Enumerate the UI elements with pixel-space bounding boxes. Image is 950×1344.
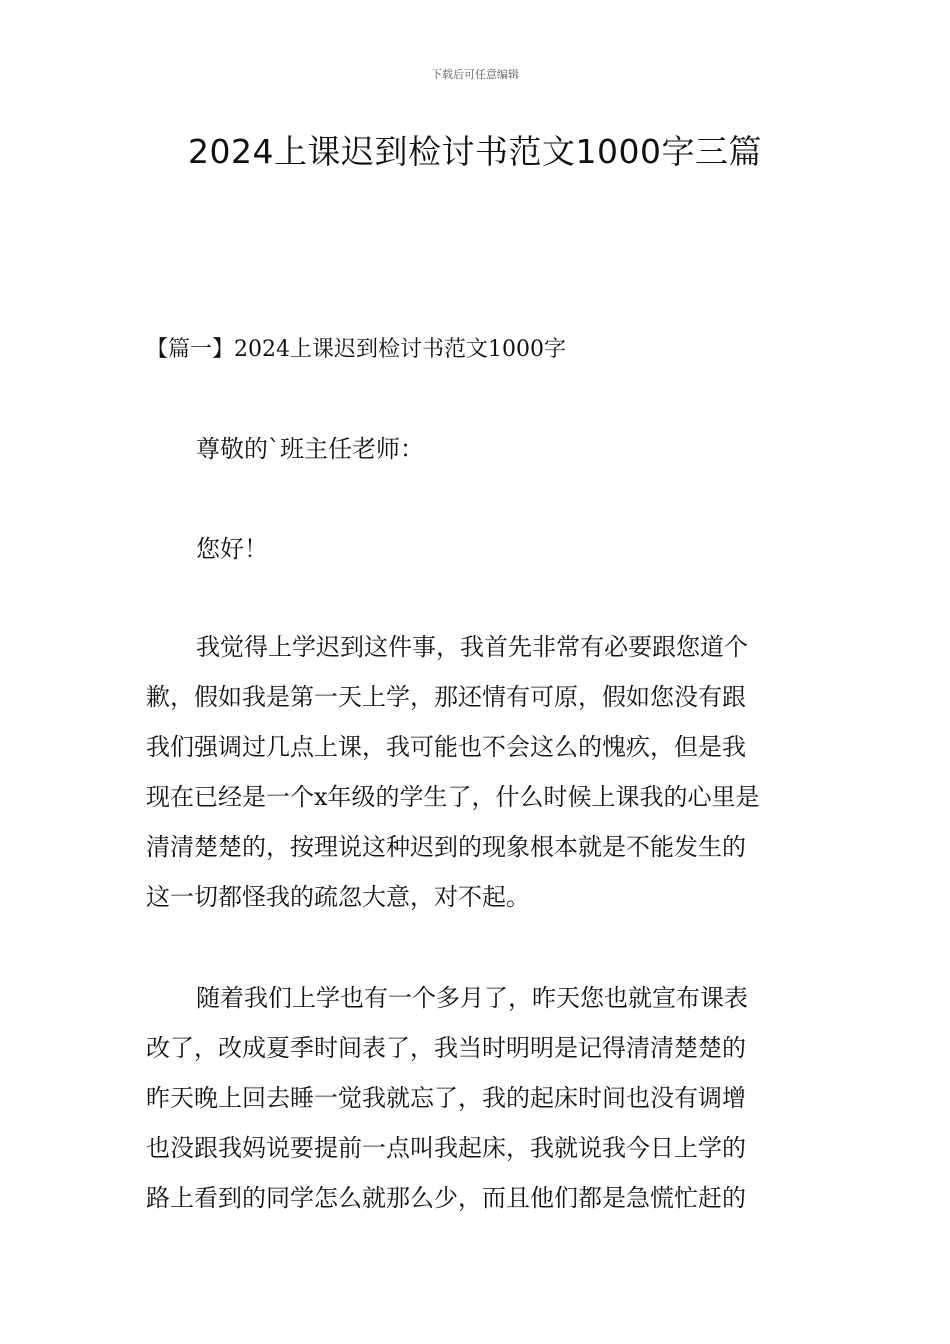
salutation: 尊敬的`班主任老师： (196, 435, 424, 463)
paragraph-line: 昨天晚上回去睡一觉我就忘了，我的起床时间也没有调增 (146, 1084, 746, 1112)
paragraph-line: 清清楚楚的，按理说这种迟到的现象根本就是不能发生的 (146, 833, 746, 861)
paragraph-line: 我们强调过几点上课，我可能也不会这么的愧疚，但是我 (146, 733, 746, 761)
section-heading: 【篇一】2024上课迟到检讨书范文1000字 (146, 337, 566, 362)
document-title: 2024上课迟到检讨书范文1000字三篇 (188, 132, 762, 171)
greeting: 您好！ (196, 535, 268, 563)
header-note: 下载后可任意编辑 (431, 68, 519, 81)
paragraph-line: 随着我们上学也有一个多月了，昨天您也就宣布课表 (196, 984, 748, 1012)
paragraph-line: 改了，改成夏季时间表了，我当时明明是记得清清楚楚的 (146, 1034, 746, 1062)
paragraph-line: 路上看到的同学怎么就那么少，而且他们都是急慌忙赶的 (146, 1184, 746, 1212)
paragraph-line: 现在已经是一个x年级的学生了，什么时候上课我的心里是 (146, 783, 760, 811)
paragraph-line: 也没跟我妈说要提前一点叫我起床，我就说我今日上学的 (146, 1134, 746, 1162)
paragraph-line: 我觉得上学迟到这件事，我首先非常有必要跟您道个 (196, 633, 748, 661)
paragraph-line: 这一切都怪我的疏忽大意，对不起。 (146, 883, 530, 911)
paragraph-line: 歉，假如我是第一天上学，那还情有可原，假如您没有跟 (146, 683, 746, 711)
